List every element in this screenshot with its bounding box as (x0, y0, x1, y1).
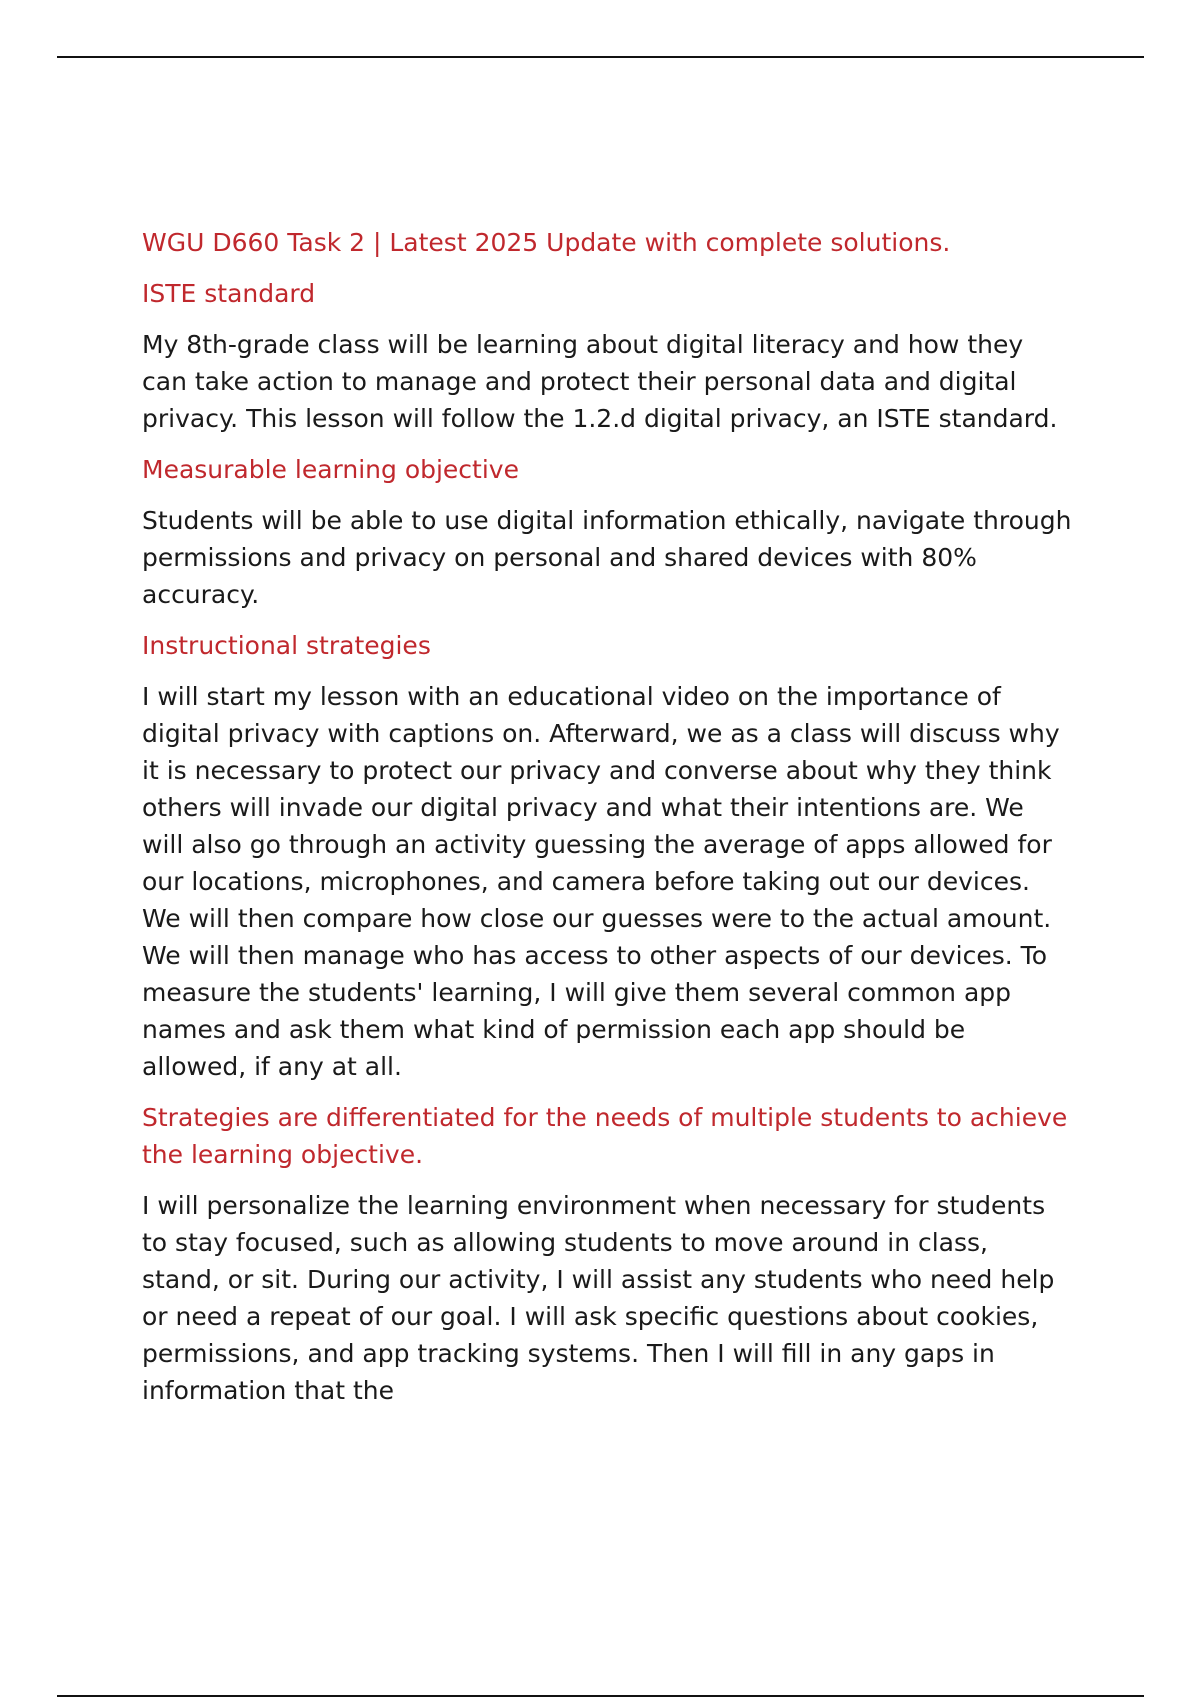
section-body-differentiated-strategies: I will personalize the learning environment when necessary for students to stay focused, such as allowing students to move around in class, stand, or sit. During our activity, I will assist any students who need help or need a repeat of our goal. I will ask specific questions about cookies, permissions, and app tracking systems. Then I will fill in any gaps in information that the (142, 1191, 1055, 1405)
section-body-learning-objective: Students will be able to use digital information ethically, navigate through permissions and privacy on personal and shared devices with 80% accuracy. (142, 506, 1072, 609)
section-heading-instructional-strategies: Instructional strategies (142, 631, 431, 660)
bottom-rule (57, 1695, 1144, 1697)
section-heading-learning-objective: Measurable learning objective (142, 455, 519, 484)
section-heading-differentiated-strategies: Strategies are differentiated for the needs of multiple students to achieve the learning objective. (142, 1103, 1068, 1169)
section-body-instructional-strategies: I will start my lesson with an educational video on the importance of digital privacy with captions on. Afterward, we as a class will discuss why it is necessary to protect our privacy and converse about why they think others will invade our digital privacy and what their intentions are. We will also go through an activity guessing the average of apps allowed for our locations, microphones, and camera before taking out our devices. We will then compare how close our guesses were to the actual amount. We will then manage who has access to other aspects of our devices. To measure the students' learning, I will give them several common app names and ask them what kind of permission each app should be allowed, if any at all. (142, 682, 1060, 1081)
document-title: WGU D660 Task 2 | Latest 2025 Update with complete solutions. (142, 228, 951, 257)
top-rule (57, 56, 1144, 58)
section-heading-iste-standard: ISTE standard (142, 279, 316, 308)
section-body-iste-standard: My 8th-grade class will be learning about digital literacy and how they can take action to manage and protect their personal data and digital privacy. This lesson will follow the 1.2.d digital privacy, an ISTE standard. (142, 330, 1058, 433)
document-body (142, 224, 1072, 1423)
